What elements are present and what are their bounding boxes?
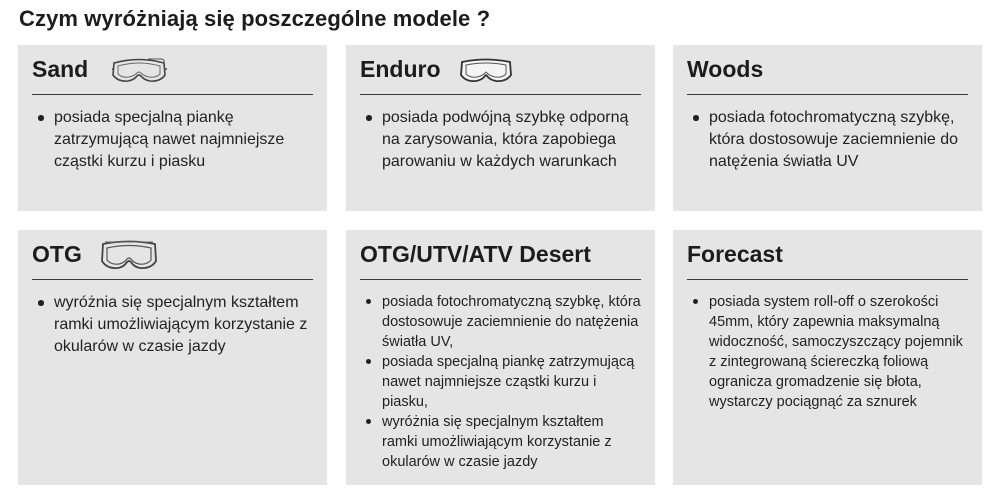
list-item: posiada fotochromatyczną szybkę, która dostosowuje zaciemnienie do natężenia światła UV xyxy=(709,107,968,173)
card-title: OTG/UTV/ATV Desert xyxy=(360,241,591,267)
model-card-forecast xyxy=(673,230,982,485)
card-header xyxy=(32,230,313,280)
feature-list xyxy=(687,107,968,173)
card-header xyxy=(360,45,641,95)
list-item: wyróżnia się specjalnym kształtem ramki umożliwiającym korzystanie z okularów w czasie jazdy xyxy=(54,292,313,358)
feature-list xyxy=(32,107,313,173)
goggles-icon xyxy=(110,55,168,85)
card-title: Woods xyxy=(687,56,764,82)
card-title: Forecast xyxy=(687,241,783,267)
list-item: posiada system roll-off o szerokości 45mm, który zapewnia maksymalną widoczność, samoczyszczący pojemnik z zintegrowaną ściereczką foliową ogranicza gromadzenie się błota, wystarczy pociągnąć za sznurek xyxy=(709,292,968,412)
card-title: Sand xyxy=(32,56,89,82)
card-header xyxy=(687,45,968,95)
feature-list xyxy=(687,292,968,412)
model-card-enduro xyxy=(346,45,655,211)
list-item: wyróżnia się specjalnym kształtem ramki umożliwiającym korzystanie z okularów w czasie jazdy xyxy=(382,412,641,472)
goggles-icon xyxy=(100,238,158,272)
list-item: posiada specjalną piankę zatrzymującą nawet najmniejsze cząstki kurzu i piasku, xyxy=(382,352,641,412)
card-title: Enduro xyxy=(360,56,441,82)
card-header xyxy=(360,230,641,280)
list-item: posiada specjalną piankę zatrzymującą nawet najmniejsze cząstki kurzu i piasku xyxy=(54,107,313,173)
page-title: Czym wyróżniają się poszczególne modele ? xyxy=(19,6,491,31)
card-header xyxy=(32,45,313,95)
list-item: posiada fotochromatyczną szybkę, która dostosowuje zaciemnienie do natężenia światła UV, xyxy=(382,294,641,350)
feature-list xyxy=(360,292,641,472)
list-item: posiada podwójną szybkę odporną na zarysowania, która zapobiega parowaniu w każdych warunkach xyxy=(382,107,641,173)
goggles-icon xyxy=(459,55,513,85)
card-title: OTG xyxy=(32,241,82,267)
model-card-otg xyxy=(18,230,327,485)
model-card-woods xyxy=(673,45,982,211)
card-header xyxy=(687,230,968,280)
model-card-sand xyxy=(18,45,327,211)
feature-list xyxy=(360,107,641,173)
feature-list xyxy=(32,292,313,358)
model-card-otg-utv-atv-desert xyxy=(346,230,655,485)
